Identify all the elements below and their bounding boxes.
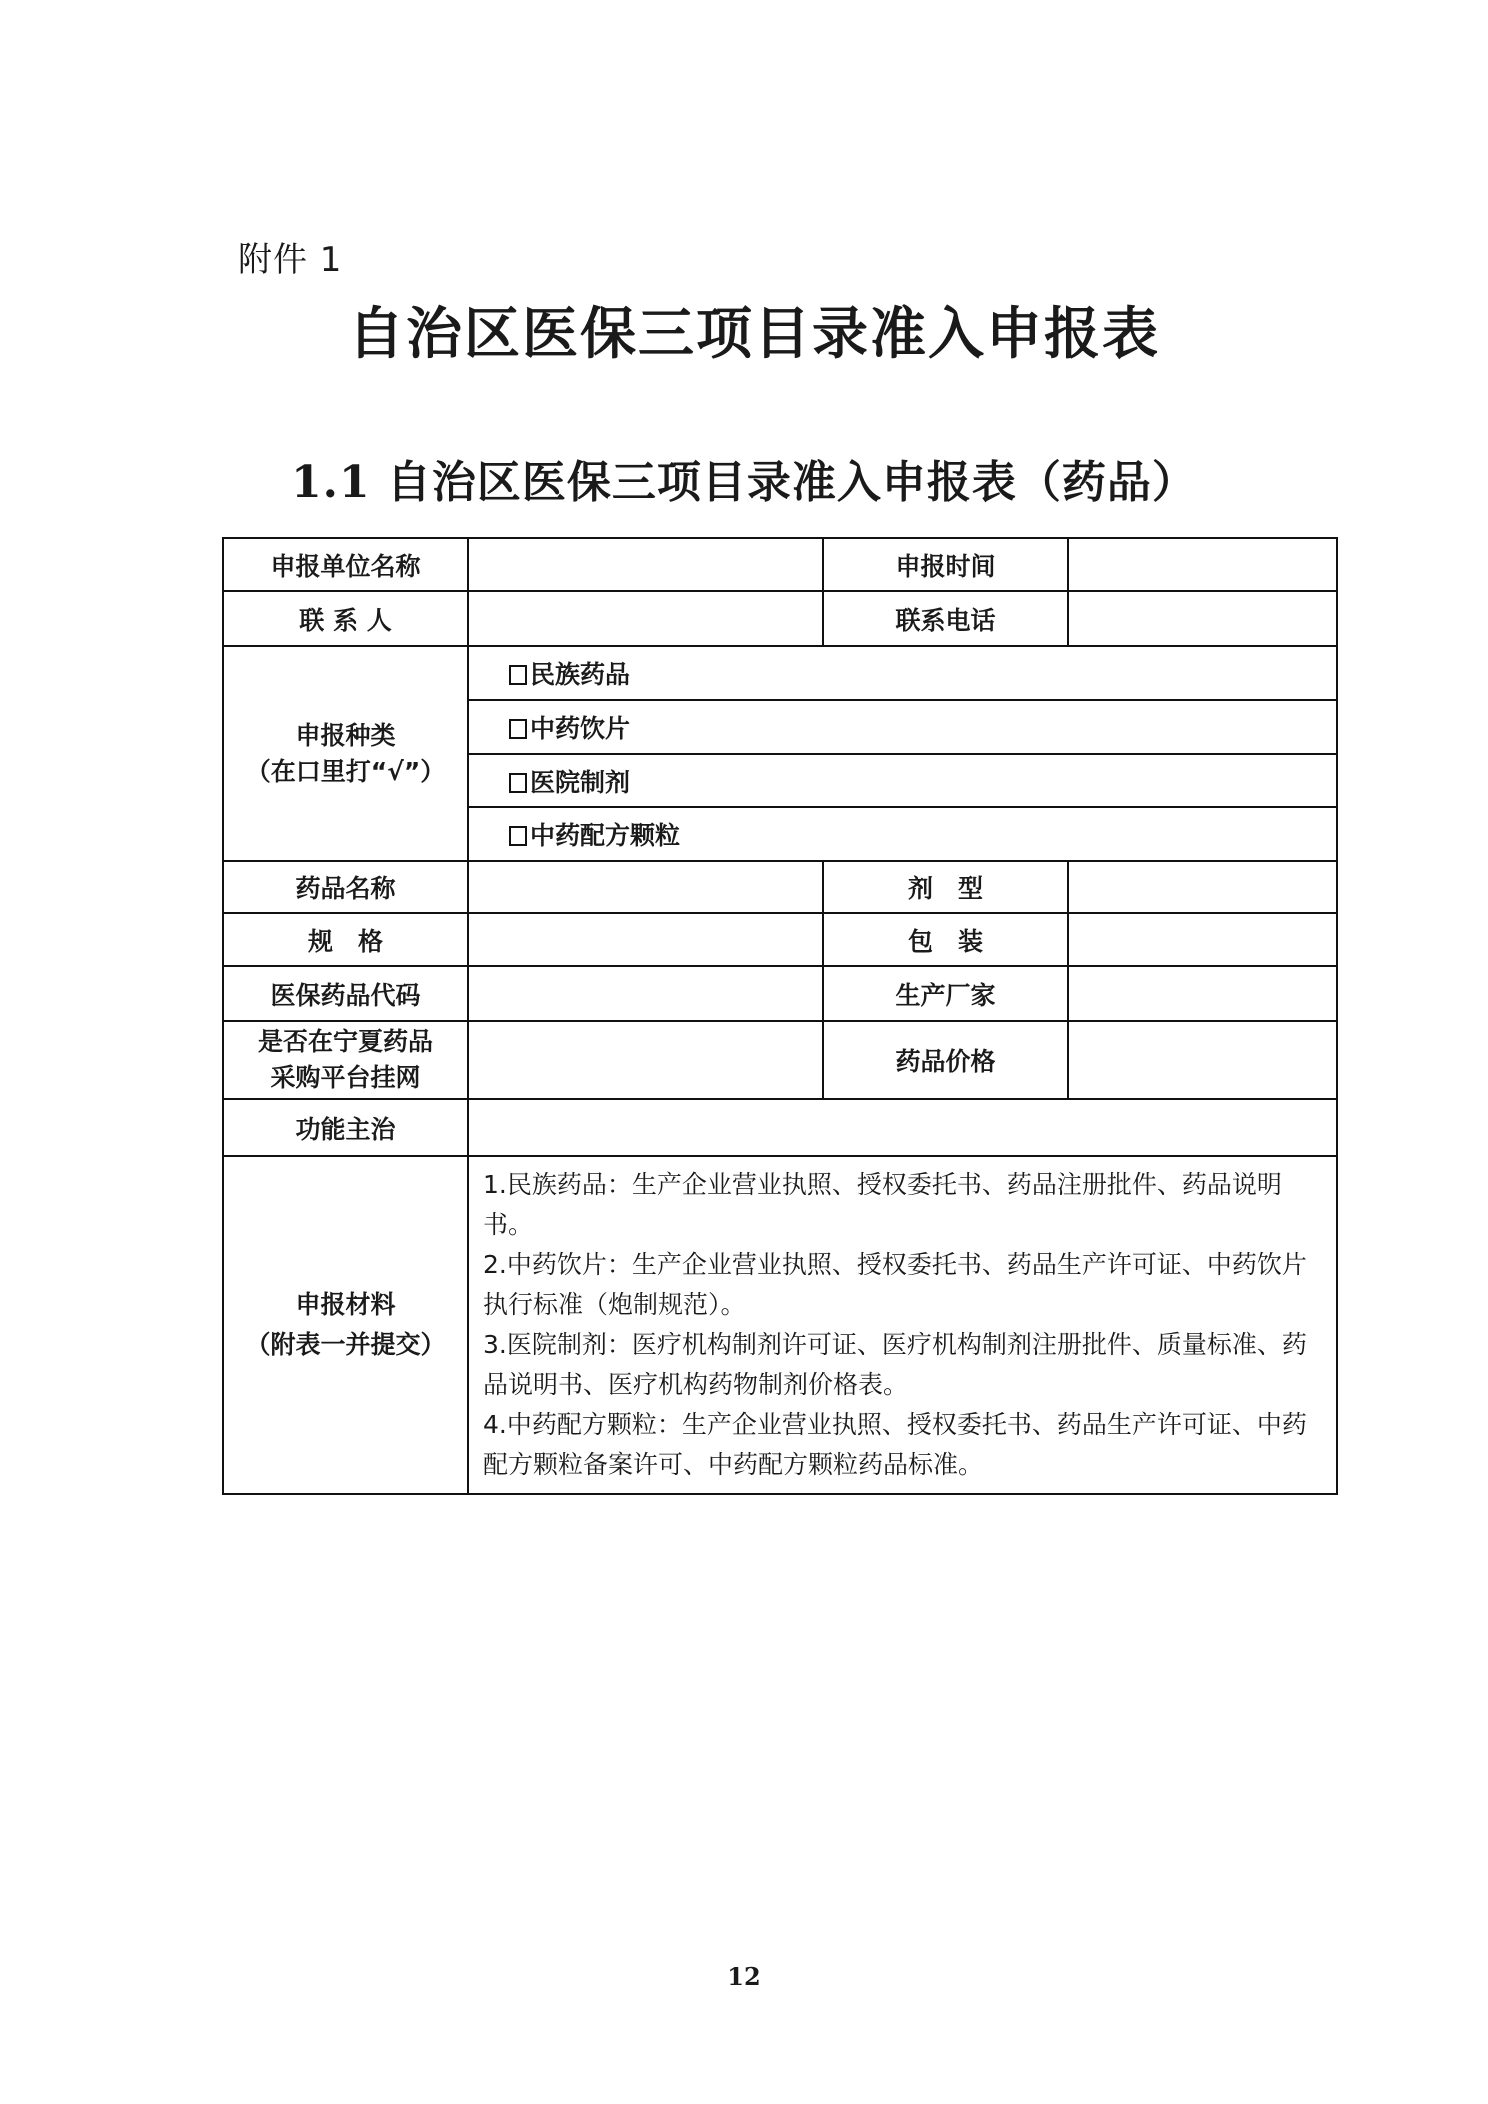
materials-item: 1.民族药品：生产企业营业执照、授权委托书、药品注册批件、药品说明书。 bbox=[483, 1170, 1282, 1239]
table-row bbox=[223, 966, 1337, 1021]
category-label-line1: 申报种类 bbox=[295, 720, 396, 750]
dosage-form-field[interactable] bbox=[1068, 861, 1337, 913]
table-row bbox=[223, 861, 1337, 913]
category-label bbox=[223, 646, 468, 861]
phone-label: 联系电话 bbox=[823, 591, 1068, 646]
table-row bbox=[223, 913, 1337, 966]
indication-field[interactable] bbox=[468, 1099, 1337, 1156]
contact-label: 联 系 人 bbox=[223, 591, 468, 646]
category-option-hospital-preparation[interactable] bbox=[468, 754, 1337, 807]
spec-label: 规 格 bbox=[223, 913, 468, 966]
table-row bbox=[223, 1021, 1337, 1099]
price-field[interactable] bbox=[1068, 1021, 1337, 1099]
phone-field[interactable] bbox=[1068, 591, 1337, 646]
category-label-line2: （在口里打“√”） bbox=[245, 756, 446, 786]
materials-list bbox=[468, 1156, 1337, 1494]
document-title: 自治区医保三项目录准入申报表 bbox=[348, 301, 1160, 367]
insurance-code-field[interactable] bbox=[468, 966, 823, 1021]
platform-listed-field[interactable] bbox=[468, 1021, 823, 1099]
category-option-label: 医院制剂 bbox=[530, 767, 631, 797]
checkbox-icon[interactable] bbox=[509, 719, 527, 739]
attachment-label: 附件 1 bbox=[238, 240, 343, 280]
insurance-code-label: 医保药品代码 bbox=[223, 966, 468, 1021]
package-label: 包 装 bbox=[823, 913, 1068, 966]
platform-label-line1: 是否在宁夏药品 bbox=[257, 1027, 433, 1056]
indication-label: 功能主治 bbox=[223, 1099, 468, 1156]
page-number: 12 bbox=[727, 1962, 761, 1991]
table-row bbox=[223, 538, 1337, 591]
materials-label-line1: 申报材料 bbox=[295, 1290, 396, 1319]
category-option-label: 中药配方颗粒 bbox=[530, 821, 681, 850]
checkbox-icon[interactable] bbox=[509, 773, 527, 793]
manufacturer-field[interactable] bbox=[1068, 966, 1337, 1021]
category-option-label: 中药饮片 bbox=[530, 714, 631, 743]
materials-item: 4.中药配方颗粒：生产企业营业执照、授权委托书、药品生产许可证、中药配方颗粒备案许可、中药配方颗粒药品标准。 bbox=[483, 1410, 1307, 1479]
manufacturer-label: 生产厂家 bbox=[823, 966, 1068, 1021]
materials-item: 3.医院制剂：医疗机构制剂许可证、医疗机构制剂注册批件、质量标准、药品说明书、医疗机构药物制剂价格表。 bbox=[483, 1330, 1307, 1399]
category-option-decoction-pieces[interactable] bbox=[468, 700, 1337, 754]
form-subtitle: 1.1 自治区医保三项目录准入申报表（药品） bbox=[291, 457, 1197, 508]
drug-name-label: 药品名称 bbox=[223, 861, 468, 913]
applicant-unit-field[interactable] bbox=[468, 538, 823, 591]
applicant-unit-label: 申报单位名称 bbox=[223, 538, 468, 591]
category-option-granules[interactable] bbox=[468, 807, 1337, 861]
spec-field[interactable] bbox=[468, 913, 823, 966]
apply-time-field[interactable] bbox=[1068, 538, 1337, 591]
table-row bbox=[223, 646, 1337, 700]
dosage-form-label: 剂 型 bbox=[823, 861, 1068, 913]
checkbox-icon[interactable] bbox=[509, 665, 527, 685]
category-option-label: 民族药品 bbox=[530, 660, 631, 689]
apply-time-label: 申报时间 bbox=[823, 538, 1068, 591]
checkbox-icon[interactable] bbox=[509, 826, 527, 846]
category-option-ethnic[interactable] bbox=[468, 646, 1337, 700]
contact-field[interactable] bbox=[468, 591, 823, 646]
package-field[interactable] bbox=[1068, 913, 1337, 966]
materials-label bbox=[223, 1156, 468, 1494]
materials-item: 2.中药饮片：生产企业营业执照、授权委托书、药品生产许可证、中药饮片执行标准（炮制规范）。 bbox=[483, 1250, 1307, 1319]
application-form-table bbox=[222, 537, 1338, 1495]
drug-name-field[interactable] bbox=[468, 861, 823, 913]
price-label: 药品价格 bbox=[823, 1021, 1068, 1099]
table-row bbox=[223, 591, 1337, 646]
table-row bbox=[223, 1156, 1337, 1494]
table-row bbox=[223, 1099, 1337, 1156]
platform-label-line2: 采购平台挂网 bbox=[270, 1063, 421, 1092]
platform-listed-label bbox=[223, 1021, 468, 1099]
materials-label-line2: （附表一并提交） bbox=[245, 1330, 446, 1359]
